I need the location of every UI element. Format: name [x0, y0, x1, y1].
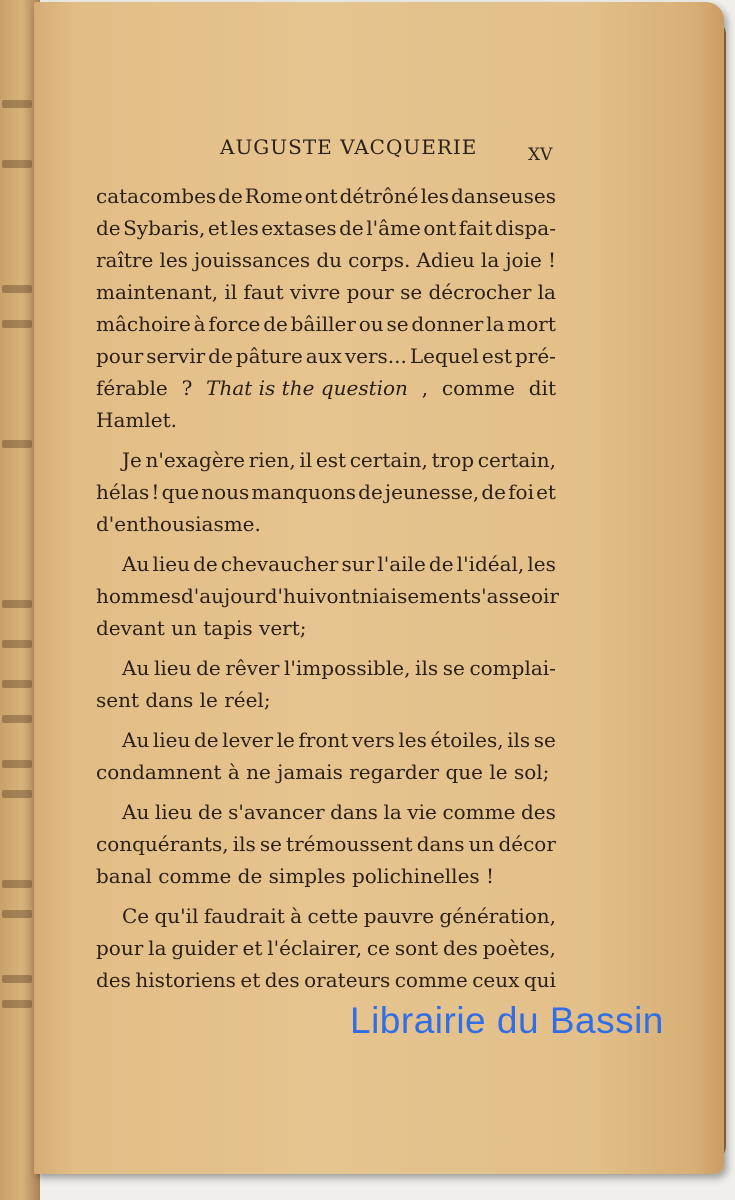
body-text — [96, 180, 559, 996]
text-line: pour servir de pâture aux vers... Lequel est pré- — [96, 344, 556, 368]
text-line: hélas ! que nous manquons de jeunesse, de foi et — [96, 480, 556, 504]
text-line: Au lieu de s'avancer dans la vie comme des — [122, 800, 556, 824]
watermark: Librairie du Bassin — [350, 1000, 664, 1041]
text-line: hommes d'aujourd'hui vont niaisement s'asseoir — [96, 584, 559, 608]
text-line: pour la guider et l'éclairer, ce sont des poètes, — [96, 936, 556, 960]
text-line: conquérants, ils se trémoussent dans un décor — [96, 832, 556, 856]
text-line: mâchoire à force de bâiller ou se donner la mort — [96, 312, 556, 336]
text-line: raître les jouissances du corps. Adieu la joie ! — [96, 248, 556, 272]
text-line: Hamlet. — [96, 408, 177, 432]
text-line: de Sybaris, et les extases de l'âme ont fait dispa- — [96, 216, 556, 240]
page-number: XV — [528, 145, 553, 165]
text-line: devant un tapis vert; — [96, 616, 307, 640]
text-line: Je n'exagère rien, il est certain, trop certain, — [122, 448, 556, 472]
text-line: férable ? That is the question , comme dit — [96, 376, 556, 400]
text-line: Au lieu de chevaucher sur l'aile de l'idéal, les — [122, 552, 556, 576]
text-line: Au lieu de lever le front vers les étoiles, ils se — [122, 728, 556, 752]
text-line: Au lieu de rêver l'impossible, ils se complai- — [122, 656, 556, 680]
text-line: catacombes de Rome ont détrôné les danseuses — [96, 184, 556, 208]
page-header — [100, 135, 553, 165]
text-line: banal comme de simples polichinelles ! — [96, 864, 495, 888]
text-line: Ce qu'il faudrait à cette pauvre génération, — [122, 904, 556, 928]
running-title: AUGUSTE VACQUERIE — [220, 135, 478, 159]
text-line: maintenant, il faut vivre pour se décrocher la — [96, 280, 556, 304]
text-line: sent dans le réel; — [96, 688, 271, 712]
text-line: condamnent à ne jamais regarder que le sol; — [96, 760, 550, 784]
text-line: d'enthousiasme. — [96, 512, 261, 536]
text-line: des historiens et des orateurs comme ceux qui — [96, 968, 556, 992]
